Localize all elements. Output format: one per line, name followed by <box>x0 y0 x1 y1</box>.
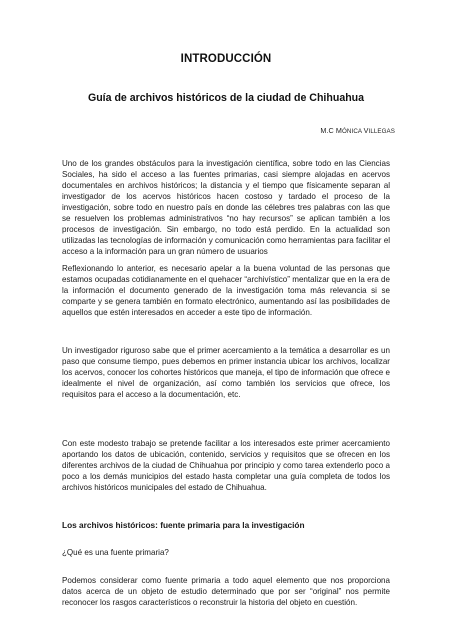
question-line: ¿Qué es una fuente primaria? <box>62 548 169 557</box>
paragraph-purpose: Con este modesto trabajo se pretende facilitar a los interesados este primer acercamiento aportando los datos de ubicación, contenido, servicios y requisitos que se ofrecen en los diferentes archivos de la ciudad de Chihuahua por principio y como tarea extenderlo poco a poco a los demás municipios del estado hasta completar una guía completa de todos los archivos históricos municipales del estado de Chihuahua. <box>62 439 390 492</box>
author-last-initial: V <box>363 126 369 135</box>
author-last-rest: ILLEGAS <box>368 128 395 135</box>
document-title: INTRODUCCIÓN <box>180 53 272 65</box>
section-heading: Los archivos históricos: fuente primaria para la investigación <box>62 520 305 530</box>
paragraph-definition: Podemos considerar como fuente primaria a todo aquel elemento que nos proporciona datos acerca de un objeto de estudio determinado que por ser “original” nos permite reconocer los rasgos característicos o reconstruir la historia del objeto en cuestión. <box>62 576 390 607</box>
document-subtitle: Guía de archivos históricos de la ciudad de Chihuahua <box>87 92 365 104</box>
paragraph-intro: Uno de los grandes obstáculos para la investigación científica, sobre todo en las Ciencias Sociales, ha sido el acceso a las fuentes primarias, casi siempre alojadas en acervos documentales en archivos históricos; la distancia y el tiempo que físicamente separan al investigador de los acervos históricos hacen costoso y tardado el proceso de la investigación, sobre todo en nuestro país en donde las célebres tres palabras con las que se resuelven los problemas administrativos “no hay recursos” se aplican también a los procesos de investigación. Sin embargo, no todo está perdido. En la actualidad son utilizadas las tecnologías de información y comunicación como herramientas para facilitar el acceso a la información para un gran número de usuarios <box>62 159 390 256</box>
author-first-initial: M <box>335 126 343 135</box>
paragraph-researcher: Un investigador riguroso sabe que el primer acercamiento a la temática a desarrollar es un paso que consume tiempo, pues debemos en primer instancia ubicar los archivos, localizar los acervos, conocer los cohortes históricos que maneja, el tipo de información que ofrece e idealmente el nivel de organización, así como también los servicios que ofrece, los requisitos para el acceso a la documentación, etc. <box>62 346 390 399</box>
author-first-rest: ÓNICA <box>342 128 364 135</box>
author-prefix: M.C <box>320 126 336 135</box>
author-line <box>320 126 395 135</box>
paragraph-reflection: Reflexionando lo anterior, es necesario apelar a la buena voluntad de las personas que estamos ocupadas cotidianamente en el quehacer “archivístico” mentalizar que en la era de la información el documento generado de la investigación toma más relevancia si se comparte y se genera también en formato electrónico, aumentando así las posibilidades de aquellos que estén interesados en acceder a este tipo de información. <box>62 264 390 317</box>
